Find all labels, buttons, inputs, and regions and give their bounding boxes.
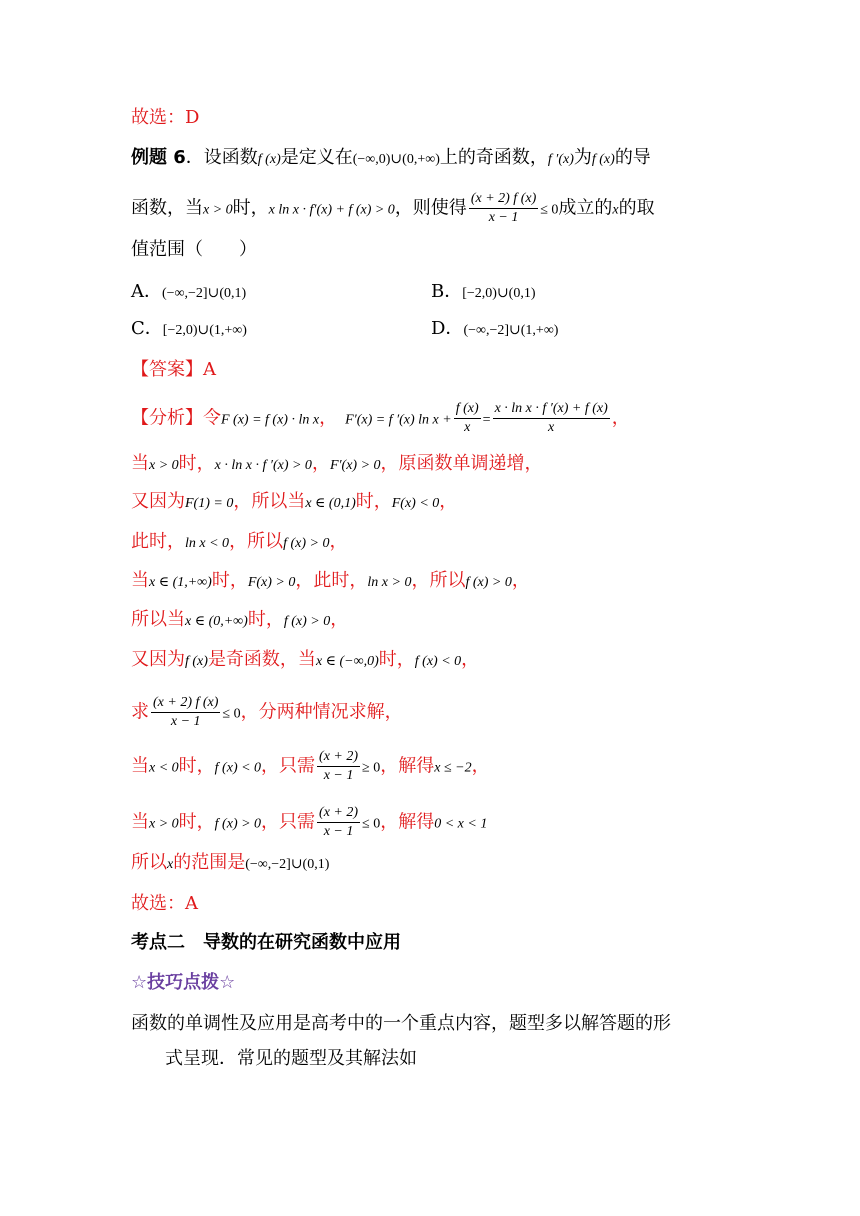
text: 当 <box>131 755 149 777</box>
tips-heading: ☆技巧点拨☆ <box>131 972 236 993</box>
final-answer: 故选：A <box>131 893 198 914</box>
math: F′(x) > 0 <box>329 458 381 473</box>
option-value: [−2,0)∪(1,+∞) <box>162 323 247 338</box>
math: x > 0 <box>149 816 179 832</box>
text: 时， <box>178 755 215 777</box>
analysis-line-1 <box>131 400 630 437</box>
math: f (x) > 0 <box>214 816 262 832</box>
math: x ∈ (1,+∞) <box>149 575 212 590</box>
math: F(x) < 0 <box>391 496 440 511</box>
text: 时， <box>232 197 269 219</box>
math: f (x) <box>185 654 208 669</box>
analysis-line-4 <box>131 530 347 556</box>
option-b <box>431 280 536 306</box>
denominator: x − 1 <box>170 714 201 729</box>
option-label: D． <box>431 318 464 339</box>
analysis-line-2 <box>131 452 543 478</box>
option-d <box>431 317 558 343</box>
numerator: (x + 2) f (x) <box>151 694 220 713</box>
math: x <box>612 202 619 218</box>
denominator: x − 1 <box>323 768 354 783</box>
numerator: (x + 2) f (x) <box>469 190 538 209</box>
math: x ∈ (0,+∞) <box>185 614 248 629</box>
text: ， <box>439 491 458 512</box>
answer-line: 【答案】A <box>131 359 216 380</box>
analysis-line-5 <box>131 569 530 595</box>
denominator: x <box>548 420 555 435</box>
text: 是定义在 <box>280 147 353 168</box>
text: 当 <box>131 811 149 833</box>
text: 此时， <box>131 531 185 552</box>
option-label: C． <box>131 318 163 339</box>
option-label: B． <box>431 281 463 302</box>
math: F(1) = 0 <box>185 496 234 511</box>
math: x ≤ −2 <box>434 760 472 776</box>
text: ，所以 <box>411 570 466 591</box>
example-line-2 <box>131 190 655 227</box>
text: 的范围是 <box>173 852 246 873</box>
text: ，解得 <box>380 755 435 777</box>
math: ln x < 0 <box>185 536 230 551</box>
text: ， <box>319 407 338 429</box>
text: ， <box>330 609 349 630</box>
text: 的取 <box>618 197 655 219</box>
math: x · ln x · f ′(x) > 0 <box>214 458 312 473</box>
text: 函数，当 <box>131 197 203 219</box>
fraction <box>454 400 481 437</box>
math: F(x) > 0 <box>247 575 296 590</box>
text: 时， <box>178 811 215 833</box>
text: ， <box>311 453 330 474</box>
option-value: (−∞,−2]∪(1,+∞) <box>463 323 559 338</box>
text: 当 <box>131 570 149 591</box>
math: ln x > 0 <box>367 575 412 590</box>
math: F (x) = f (x) · ln x <box>221 412 320 428</box>
numerator: (x + 2) <box>317 804 360 823</box>
text: ，分两种情况求解， <box>240 701 403 723</box>
math: x <box>167 857 174 872</box>
math: x < 0 <box>149 760 179 776</box>
math: f (x) > 0 <box>283 614 331 629</box>
analysis-line-9 <box>131 748 490 785</box>
text: 又因为 <box>131 491 185 512</box>
text: ，此时， <box>295 570 368 591</box>
text: 【分析】令 <box>131 407 221 429</box>
text: 求 <box>131 701 149 723</box>
numerator: x · ln x · f ′(x) + f (x) <box>493 400 610 419</box>
example-line-3: 值范围（ ） <box>131 239 257 260</box>
analysis-line-7 <box>131 648 479 674</box>
fraction <box>317 804 360 841</box>
math: f ′(x) <box>547 152 574 167</box>
text: 当 <box>131 453 149 474</box>
option-value: (−∞,−2]∪(0,1) <box>162 286 247 301</box>
text: ，解得 <box>380 811 435 833</box>
math: ≥ 0 <box>362 760 381 776</box>
math: x ln x · f′(x) + f (x) > 0 <box>268 202 395 218</box>
math: (−∞,−2]∪(0,1) <box>245 857 330 872</box>
text: 时， <box>355 491 392 512</box>
text: ．设函数 <box>185 147 258 168</box>
fraction <box>151 694 220 731</box>
text: ，所以 <box>229 531 284 552</box>
math: f (x) > 0 <box>283 536 330 551</box>
analysis-line-6 <box>131 608 348 634</box>
analysis-line-3 <box>131 490 457 516</box>
math: = <box>482 412 491 428</box>
math: f (x) <box>591 152 615 167</box>
section-heading: 考点二 导数的在研究函数中应用 <box>131 932 401 953</box>
text: ，则使得 <box>394 197 467 219</box>
numerator: f (x) <box>454 400 481 419</box>
text: ， <box>471 755 490 777</box>
math: 0 < x < 1 <box>434 816 488 832</box>
math: F′(x) = f ′(x) ln x + <box>345 412 452 428</box>
fraction <box>493 400 610 437</box>
math: x > 0 <box>203 202 233 218</box>
option-value: [−2,0)∪(0,1) <box>462 286 536 301</box>
text: 成立的 <box>558 197 613 219</box>
text: ，只需 <box>261 755 316 777</box>
example-title: 例题 6 <box>131 147 186 168</box>
analysis-line-8 <box>131 694 403 731</box>
denominator: x − 1 <box>323 824 354 839</box>
math: f (x) < 0 <box>414 654 462 669</box>
math: x > 0 <box>149 458 179 473</box>
text: ，原函数单调递增， <box>380 453 543 474</box>
text: 时， <box>378 649 415 670</box>
math: x ∈ (−∞,0) <box>315 654 379 669</box>
example-line-1 <box>131 146 651 172</box>
text: ， <box>461 649 480 670</box>
math: (−∞,0)∪(0,+∞) <box>352 152 440 167</box>
option-a <box>131 280 246 306</box>
text: 的导 <box>614 147 651 168</box>
text: 又因为 <box>131 649 185 670</box>
text: 时， <box>178 453 215 474</box>
math: ≤ 0 <box>222 706 241 722</box>
paragraph-line-2: 式呈现．常见的题型及其解法如 <box>165 1048 417 1069</box>
denominator: x <box>464 420 471 435</box>
math: x ∈ (0,1) <box>305 496 356 511</box>
paragraph-line-1: 函数的单调性及应用是高考中的一个重点内容，题型多以解答题的形 <box>131 1013 671 1034</box>
text: 上的奇函数， <box>439 147 548 168</box>
fraction <box>469 190 538 227</box>
math: f (x) > 0 <box>465 575 512 590</box>
text: 时， <box>211 570 248 591</box>
text: 所以 <box>131 852 167 873</box>
text: 是奇函数，当 <box>207 649 316 670</box>
analysis-line-10 <box>131 804 487 841</box>
fraction <box>317 748 360 785</box>
math: f (x) < 0 <box>214 760 262 776</box>
text: ，只需 <box>261 811 316 833</box>
text: ， <box>511 570 530 591</box>
numerator: (x + 2) <box>317 748 360 767</box>
text: ，所以当 <box>233 491 306 512</box>
analysis-line-11 <box>131 851 329 877</box>
math: ≤ 0 <box>362 816 381 832</box>
math: ≤ 0 <box>540 202 559 218</box>
option-label: A． <box>131 281 162 302</box>
text: ， <box>611 407 630 429</box>
denominator: x − 1 <box>488 210 519 225</box>
option-c <box>131 317 247 343</box>
text: ， <box>329 531 348 552</box>
text: 时， <box>247 609 284 630</box>
previous-answer: 故选：D <box>131 107 200 128</box>
text: 为 <box>573 147 592 168</box>
text: 所以当 <box>131 609 185 630</box>
math: f (x) <box>257 152 281 167</box>
